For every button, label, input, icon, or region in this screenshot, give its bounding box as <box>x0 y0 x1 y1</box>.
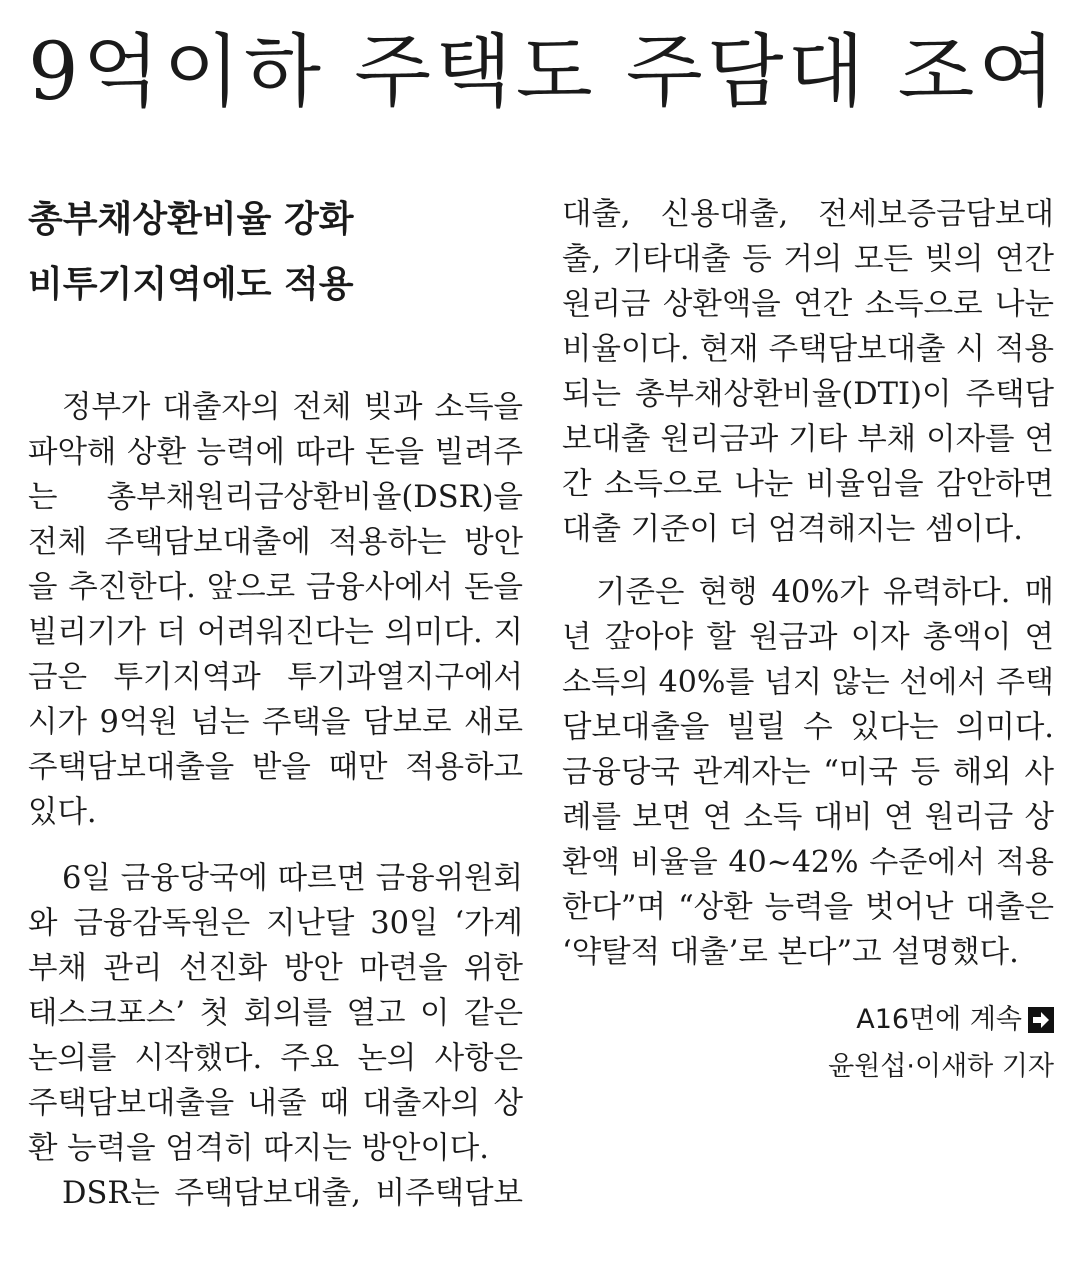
body-line: 부채 관리 선진화 방안 마련을 위한 <box>28 951 523 986</box>
body-line: 있다. <box>28 795 97 830</box>
body-line: 환액 비율을 40~42% 수준에서 적용 <box>562 845 1054 880</box>
body-line: 간 소득으로 나눈 비율임을 감안하면 <box>562 467 1054 502</box>
right-arrow-box-icon <box>1028 1007 1054 1033</box>
continuation-note <box>856 1000 1054 1040</box>
continuation-text: A16면에 계속 <box>856 1004 1022 1035</box>
body-line: 환 능력을 엄격히 따지는 방안이다. <box>28 1131 489 1166</box>
subheadline-1: 총부채상환비율 강화 <box>28 199 354 240</box>
body-line: 한다”며 “상환 능력을 벗어난 대출은 <box>562 890 1054 925</box>
body-line: 전체 주택담보대출에 적용하는 방안 <box>28 525 523 560</box>
body-line: 빌리기가 더 어려워진다는 의미다. 지 <box>28 615 523 650</box>
body-line: 와 금융감독원은 지난달 30일 ‘가계 <box>28 906 523 941</box>
body-line: 태스크포스’ 첫 회의를 열고 이 같은 <box>28 996 523 1031</box>
body-line: 금융당국 관계자는 “미국 등 해외 사 <box>562 755 1054 790</box>
body-line: 논의를 시작했다. 주요 논의 사항은 <box>28 1041 523 1076</box>
body-line: 시가 9억원 넘는 주택을 담보로 새로 <box>28 705 523 740</box>
body-line: 기준은 현행 40%가 유력하다. 매 <box>596 575 1054 610</box>
body-line: 주택담보대출을 받을 때만 적용하고 <box>28 750 523 785</box>
body-line: 년 갚아야 할 원금과 이자 총액이 연 <box>562 620 1054 655</box>
body-line: 원리금 상환액을 연간 소득으로 나눈 <box>562 287 1054 322</box>
subheadline-2: 비투기지역에도 적용 <box>28 264 354 305</box>
body-line: 소득의 40%를 넘지 않는 선에서 주택 <box>562 665 1054 700</box>
headline: 9억이하 주택도 주담대 조여 <box>28 25 1060 118</box>
body-line: DSR는 주택담보대출, 비주택담보 <box>62 1176 523 1211</box>
body-line: 정부가 대출자의 전체 빚과 소득을 <box>62 390 523 425</box>
body-line: 대출 기준이 더 엄격해지는 셈이다. <box>562 512 1023 547</box>
body-line: 6일 금융당국에 따르면 금융위원회 <box>62 861 523 896</box>
body-line: 비율이다. 현재 주택담보대출 시 적용 <box>562 332 1054 367</box>
body-line: 담보대출을 빌릴 수 있다는 의미다. <box>562 710 1054 745</box>
body-line: 는 총부채원리금상환비율(DSR)을 <box>28 480 523 515</box>
body-line: 출, 기타대출 등 거의 모든 빚의 연간 <box>562 242 1054 277</box>
body-line: 되는 총부채상환비율(DTI)이 주택담 <box>562 377 1054 412</box>
body-line: ‘약탈적 대출’로 본다”고 설명했다. <box>562 935 1019 970</box>
body-line: 대출, 신용대출, 전세보증금담보대 <box>562 197 1054 232</box>
body-line: 보대출 원리금과 기타 부채 이자를 연 <box>562 422 1054 457</box>
body-line: 주택담보대출을 내줄 때 대출자의 상 <box>28 1086 523 1121</box>
body-line: 파악해 상환 능력에 따라 돈을 빌려주 <box>28 435 523 470</box>
body-line: 금은 투기지역과 투기과열지구에서 <box>28 660 523 695</box>
body-line: 을 추진한다. 앞으로 금융사에서 돈을 <box>28 570 523 605</box>
body-line: 례를 보면 연 소득 대비 연 원리금 상 <box>562 800 1054 835</box>
byline: 윤원섭·이새하 기자 <box>828 1051 1054 1082</box>
